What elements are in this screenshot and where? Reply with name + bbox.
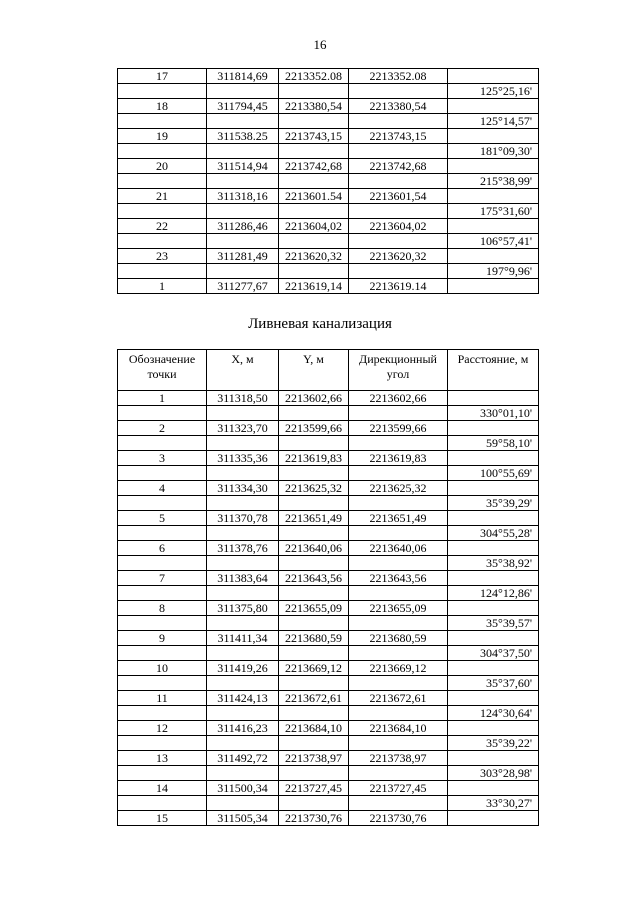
cell-y <box>279 706 349 721</box>
cell-y <box>279 676 349 691</box>
table-row <box>118 234 539 249</box>
cell-y-repeat: 2213604,02 <box>349 219 448 234</box>
cell-angle: 35°37,60' <box>448 676 539 691</box>
cell-y-repeat <box>349 736 448 751</box>
cell-angle <box>448 781 539 796</box>
cell-angle <box>448 571 539 586</box>
cell-angle <box>448 631 539 646</box>
cell-point: 12 <box>118 721 207 736</box>
cell-x: 311514,94 <box>207 159 279 174</box>
cell-y-repeat: 2213625,32 <box>349 481 448 496</box>
cell-y-repeat: 2213601,54 <box>349 189 448 204</box>
page-number: 16 <box>313 37 327 52</box>
cell-angle <box>448 189 539 204</box>
table-row <box>118 264 539 279</box>
table-row <box>118 736 539 751</box>
cell-x <box>207 766 279 781</box>
table-row <box>118 541 539 556</box>
cell-y-repeat: 2213730,76 <box>349 811 448 826</box>
cell-y: 2213604,02 <box>279 219 349 234</box>
cell-y-repeat: 2213727,45 <box>349 781 448 796</box>
cell-x <box>207 796 279 811</box>
table-row <box>118 691 539 706</box>
cell-angle <box>448 219 539 234</box>
cell-angle: 330°01,10' <box>448 406 539 421</box>
cell-angle <box>448 511 539 526</box>
cell-point <box>118 646 207 661</box>
cell-angle <box>448 481 539 496</box>
cell-y: 2213743,15 <box>279 129 349 144</box>
cell-angle: 304°37,50' <box>448 646 539 661</box>
table-row <box>118 144 539 159</box>
cell-y: 2213727,45 <box>279 781 349 796</box>
cell-x: 311335,36 <box>207 451 279 466</box>
cell-point <box>118 616 207 631</box>
cell-x <box>207 264 279 279</box>
cell-y-repeat: 2213684,10 <box>349 721 448 736</box>
table-row <box>118 129 539 144</box>
cell-x <box>207 84 279 99</box>
cell-point <box>118 174 207 189</box>
cell-point: 20 <box>118 159 207 174</box>
cell-y: 2213655,09 <box>279 601 349 616</box>
cell-point <box>118 114 207 129</box>
cell-y: 2213680,59 <box>279 631 349 646</box>
cell-angle <box>448 391 539 406</box>
cell-y: 2213620,32 <box>279 249 349 264</box>
cell-y: 2213672,61 <box>279 691 349 706</box>
table-row <box>118 616 539 631</box>
cell-angle: 125°14,57' <box>448 114 539 129</box>
cell-y-repeat <box>349 766 448 781</box>
cell-y-repeat: 2213380,54 <box>349 99 448 114</box>
cell-x: 311505,34 <box>207 811 279 826</box>
cell-point: 15 <box>118 811 207 826</box>
cell-point <box>118 84 207 99</box>
cell-y: 2213380,54 <box>279 99 349 114</box>
cell-x <box>207 736 279 751</box>
cell-angle: 33°30,27' <box>448 796 539 811</box>
cell-y <box>279 436 349 451</box>
header-x: X, м <box>207 350 279 391</box>
cell-y-repeat: 2213742,68 <box>349 159 448 174</box>
cell-angle <box>448 451 539 466</box>
cell-x <box>207 234 279 249</box>
cell-angle: 100°55,69' <box>448 466 539 481</box>
cell-x: 311378,76 <box>207 541 279 556</box>
cell-x: 311500,34 <box>207 781 279 796</box>
cell-y-repeat <box>349 436 448 451</box>
cell-angle <box>448 691 539 706</box>
cell-angle: 35°39,29' <box>448 496 539 511</box>
table-row <box>118 249 539 264</box>
table-row <box>118 481 539 496</box>
cell-y-repeat <box>349 646 448 661</box>
table-row <box>118 661 539 676</box>
cell-angle: 35°39,57' <box>448 616 539 631</box>
cell-angle: 106°57,41' <box>448 234 539 249</box>
cell-y <box>279 466 349 481</box>
cell-y: 2213651,49 <box>279 511 349 526</box>
cell-y-repeat <box>349 466 448 481</box>
cell-y <box>279 204 349 219</box>
header-distance: Расстояние, м <box>448 350 539 391</box>
table-row <box>118 84 539 99</box>
cell-x: 311281,49 <box>207 249 279 264</box>
cell-point: 1 <box>118 391 207 406</box>
cell-y-repeat <box>349 496 448 511</box>
table-row <box>118 496 539 511</box>
cell-x: 311411,34 <box>207 631 279 646</box>
cell-x <box>207 174 279 189</box>
cell-angle <box>448 129 539 144</box>
cell-point: 6 <box>118 541 207 556</box>
cell-y <box>279 144 349 159</box>
cell-y: 2213601.54 <box>279 189 349 204</box>
table-row <box>118 811 539 826</box>
table-row <box>118 781 539 796</box>
table-row <box>118 526 539 541</box>
cell-y <box>279 796 349 811</box>
cell-y: 2213730,76 <box>279 811 349 826</box>
cell-y: 2213602,66 <box>279 391 349 406</box>
table-row <box>118 69 539 84</box>
cell-y-repeat: 2213643,56 <box>349 571 448 586</box>
cell-y-repeat: 2213680,59 <box>349 631 448 646</box>
cell-point <box>118 264 207 279</box>
table-row <box>118 391 539 406</box>
cell-point <box>118 676 207 691</box>
cell-point: 23 <box>118 249 207 264</box>
cell-x: 311286,46 <box>207 219 279 234</box>
cell-x <box>207 466 279 481</box>
cell-point: 8 <box>118 601 207 616</box>
cell-angle: 197°9,96' <box>448 264 539 279</box>
cell-angle <box>448 69 539 84</box>
table-row <box>118 436 539 451</box>
cell-angle: 59°58,10' <box>448 436 539 451</box>
cell-y-repeat: 2213669,12 <box>349 661 448 676</box>
cell-y-repeat <box>349 526 448 541</box>
table-row <box>118 189 539 204</box>
cell-y-repeat: 2213599,66 <box>349 421 448 436</box>
table-row <box>118 174 539 189</box>
cell-angle <box>448 661 539 676</box>
header-bearing: Дирекционный угол <box>349 350 448 391</box>
cell-point: 18 <box>118 99 207 114</box>
cell-y-repeat <box>349 204 448 219</box>
cell-x <box>207 526 279 541</box>
cell-angle: 124°12,86' <box>448 586 539 601</box>
cell-angle <box>448 159 539 174</box>
cell-angle <box>448 249 539 264</box>
table-body <box>118 69 539 294</box>
cell-y: 2213619,14 <box>279 279 349 294</box>
cell-x <box>207 204 279 219</box>
cell-y-repeat <box>349 174 448 189</box>
cell-point <box>118 736 207 751</box>
cell-x <box>207 676 279 691</box>
cell-y-repeat: 2213651,49 <box>349 511 448 526</box>
cell-angle <box>448 811 539 826</box>
cell-x <box>207 496 279 511</box>
table-row <box>118 279 539 294</box>
cell-point: 22 <box>118 219 207 234</box>
cell-x: 311383,64 <box>207 571 279 586</box>
cell-angle: 215°38,99' <box>448 174 539 189</box>
cell-y-repeat: 2213743,15 <box>349 129 448 144</box>
cell-point: 13 <box>118 751 207 766</box>
cell-x: 311814,69 <box>207 69 279 84</box>
cell-angle: 35°39,22' <box>448 736 539 751</box>
cell-point <box>118 796 207 811</box>
table-row <box>118 796 539 811</box>
cell-y: 2213669,12 <box>279 661 349 676</box>
cell-y-repeat: 2213602,66 <box>349 391 448 406</box>
cell-point: 11 <box>118 691 207 706</box>
cell-angle <box>448 751 539 766</box>
cell-y <box>279 736 349 751</box>
cell-y-repeat: 2213655,09 <box>349 601 448 616</box>
cell-point <box>118 496 207 511</box>
cell-y: 2213599,66 <box>279 421 349 436</box>
cell-angle <box>448 601 539 616</box>
table-row <box>118 676 539 691</box>
cell-y-repeat: 2213640,06 <box>349 541 448 556</box>
cell-x <box>207 114 279 129</box>
cell-y-repeat <box>349 114 448 129</box>
cell-y: 2213619,83 <box>279 451 349 466</box>
cell-x <box>207 436 279 451</box>
cell-x: 311370,78 <box>207 511 279 526</box>
cell-y-repeat: 2213619.14 <box>349 279 448 294</box>
cell-point: 4 <box>118 481 207 496</box>
cell-x <box>207 144 279 159</box>
cell-y: 2213742,68 <box>279 159 349 174</box>
cell-angle: 124°30,64' <box>448 706 539 721</box>
coordinates-table-continued <box>117 68 539 294</box>
cell-y-repeat <box>349 796 448 811</box>
cell-x: 311318,16 <box>207 189 279 204</box>
cell-y <box>279 234 349 249</box>
cell-angle: 304°55,28' <box>448 526 539 541</box>
cell-y-repeat: 2213619,83 <box>349 451 448 466</box>
cell-x: 311794,45 <box>207 99 279 114</box>
cell-x <box>207 616 279 631</box>
table-row <box>118 706 539 721</box>
cell-x: 311323,70 <box>207 421 279 436</box>
cell-angle <box>448 541 539 556</box>
cell-y-repeat <box>349 84 448 99</box>
table-row <box>118 601 539 616</box>
section-title: Ливневая канализация <box>248 316 392 332</box>
cell-y <box>279 114 349 129</box>
cell-angle <box>448 721 539 736</box>
table-row <box>118 421 539 436</box>
table-row <box>118 159 539 174</box>
cell-point: 10 <box>118 661 207 676</box>
cell-point: 17 <box>118 69 207 84</box>
cell-x: 311424,13 <box>207 691 279 706</box>
cell-y <box>279 766 349 781</box>
cell-point <box>118 436 207 451</box>
cell-point <box>118 406 207 421</box>
table-row <box>118 766 539 781</box>
cell-x <box>207 406 279 421</box>
cell-point <box>118 144 207 159</box>
cell-point <box>118 526 207 541</box>
cell-x <box>207 646 279 661</box>
cell-y: 2213738,97 <box>279 751 349 766</box>
cell-point: 1 <box>118 279 207 294</box>
table-row <box>118 721 539 736</box>
cell-y-repeat <box>349 586 448 601</box>
cell-point: 2 <box>118 421 207 436</box>
table-row <box>118 631 539 646</box>
cell-point: 14 <box>118 781 207 796</box>
cell-y <box>279 84 349 99</box>
cell-y <box>279 526 349 541</box>
cell-point: 5 <box>118 511 207 526</box>
cell-angle <box>448 421 539 436</box>
cell-angle: 175°31,60' <box>448 204 539 219</box>
table-row <box>118 751 539 766</box>
cell-point: 21 <box>118 189 207 204</box>
cell-angle: 303°28,98' <box>448 766 539 781</box>
table-row <box>118 556 539 571</box>
cell-y-repeat <box>349 706 448 721</box>
cell-y-repeat <box>349 264 448 279</box>
table-row <box>118 204 539 219</box>
cell-x <box>207 556 279 571</box>
table-row <box>118 571 539 586</box>
cell-y <box>279 646 349 661</box>
cell-y <box>279 174 349 189</box>
cell-point <box>118 556 207 571</box>
cell-x: 311277,67 <box>207 279 279 294</box>
table-row <box>118 114 539 129</box>
table-body <box>118 391 539 826</box>
cell-x: 311318,50 <box>207 391 279 406</box>
cell-y: 2213643,56 <box>279 571 349 586</box>
cell-y-repeat <box>349 406 448 421</box>
cell-angle: 181°09,30' <box>448 144 539 159</box>
table-header-row <box>118 350 539 391</box>
cell-y: 2213684,10 <box>279 721 349 736</box>
cell-point: 3 <box>118 451 207 466</box>
table-row <box>118 99 539 114</box>
cell-x: 311492,72 <box>207 751 279 766</box>
cell-point <box>118 234 207 249</box>
table-row <box>118 466 539 481</box>
cell-y <box>279 556 349 571</box>
cell-x: 311334,30 <box>207 481 279 496</box>
cell-y: 2213352.08 <box>279 69 349 84</box>
cell-x: 311538.25 <box>207 129 279 144</box>
cell-point <box>118 766 207 781</box>
cell-x <box>207 586 279 601</box>
cell-y <box>279 264 349 279</box>
cell-y-repeat <box>349 144 448 159</box>
header-point: Обозначение точки <box>118 350 207 391</box>
cell-angle <box>448 99 539 114</box>
cell-y-repeat: 2213352.08 <box>349 69 448 84</box>
cell-y <box>279 586 349 601</box>
cell-y-repeat <box>349 234 448 249</box>
table-row <box>118 219 539 234</box>
table-row <box>118 451 539 466</box>
table-row <box>118 586 539 601</box>
cell-point <box>118 466 207 481</box>
table-row <box>118 646 539 661</box>
cell-point <box>118 706 207 721</box>
table-row <box>118 511 539 526</box>
cell-angle <box>448 279 539 294</box>
cell-angle: 125°25,16' <box>448 84 539 99</box>
cell-y-repeat <box>349 556 448 571</box>
table-row <box>118 406 539 421</box>
storm-sewer-coordinates-table <box>117 349 539 826</box>
cell-point <box>118 204 207 219</box>
cell-y-repeat: 2213672,61 <box>349 691 448 706</box>
header-y: Y, м <box>279 350 349 391</box>
cell-x <box>207 706 279 721</box>
cell-y-repeat <box>349 616 448 631</box>
cell-x: 311419,26 <box>207 661 279 676</box>
cell-y <box>279 496 349 511</box>
cell-y: 2213640,06 <box>279 541 349 556</box>
cell-point <box>118 586 207 601</box>
cell-y <box>279 616 349 631</box>
cell-point: 19 <box>118 129 207 144</box>
cell-angle: 35°38,92' <box>448 556 539 571</box>
cell-point: 9 <box>118 631 207 646</box>
cell-x: 311416,23 <box>207 721 279 736</box>
cell-x: 311375,80 <box>207 601 279 616</box>
cell-y-repeat <box>349 676 448 691</box>
cell-y-repeat: 2213620,32 <box>349 249 448 264</box>
cell-y-repeat: 2213738,97 <box>349 751 448 766</box>
cell-y: 2213625,32 <box>279 481 349 496</box>
cell-point: 7 <box>118 571 207 586</box>
cell-y <box>279 406 349 421</box>
